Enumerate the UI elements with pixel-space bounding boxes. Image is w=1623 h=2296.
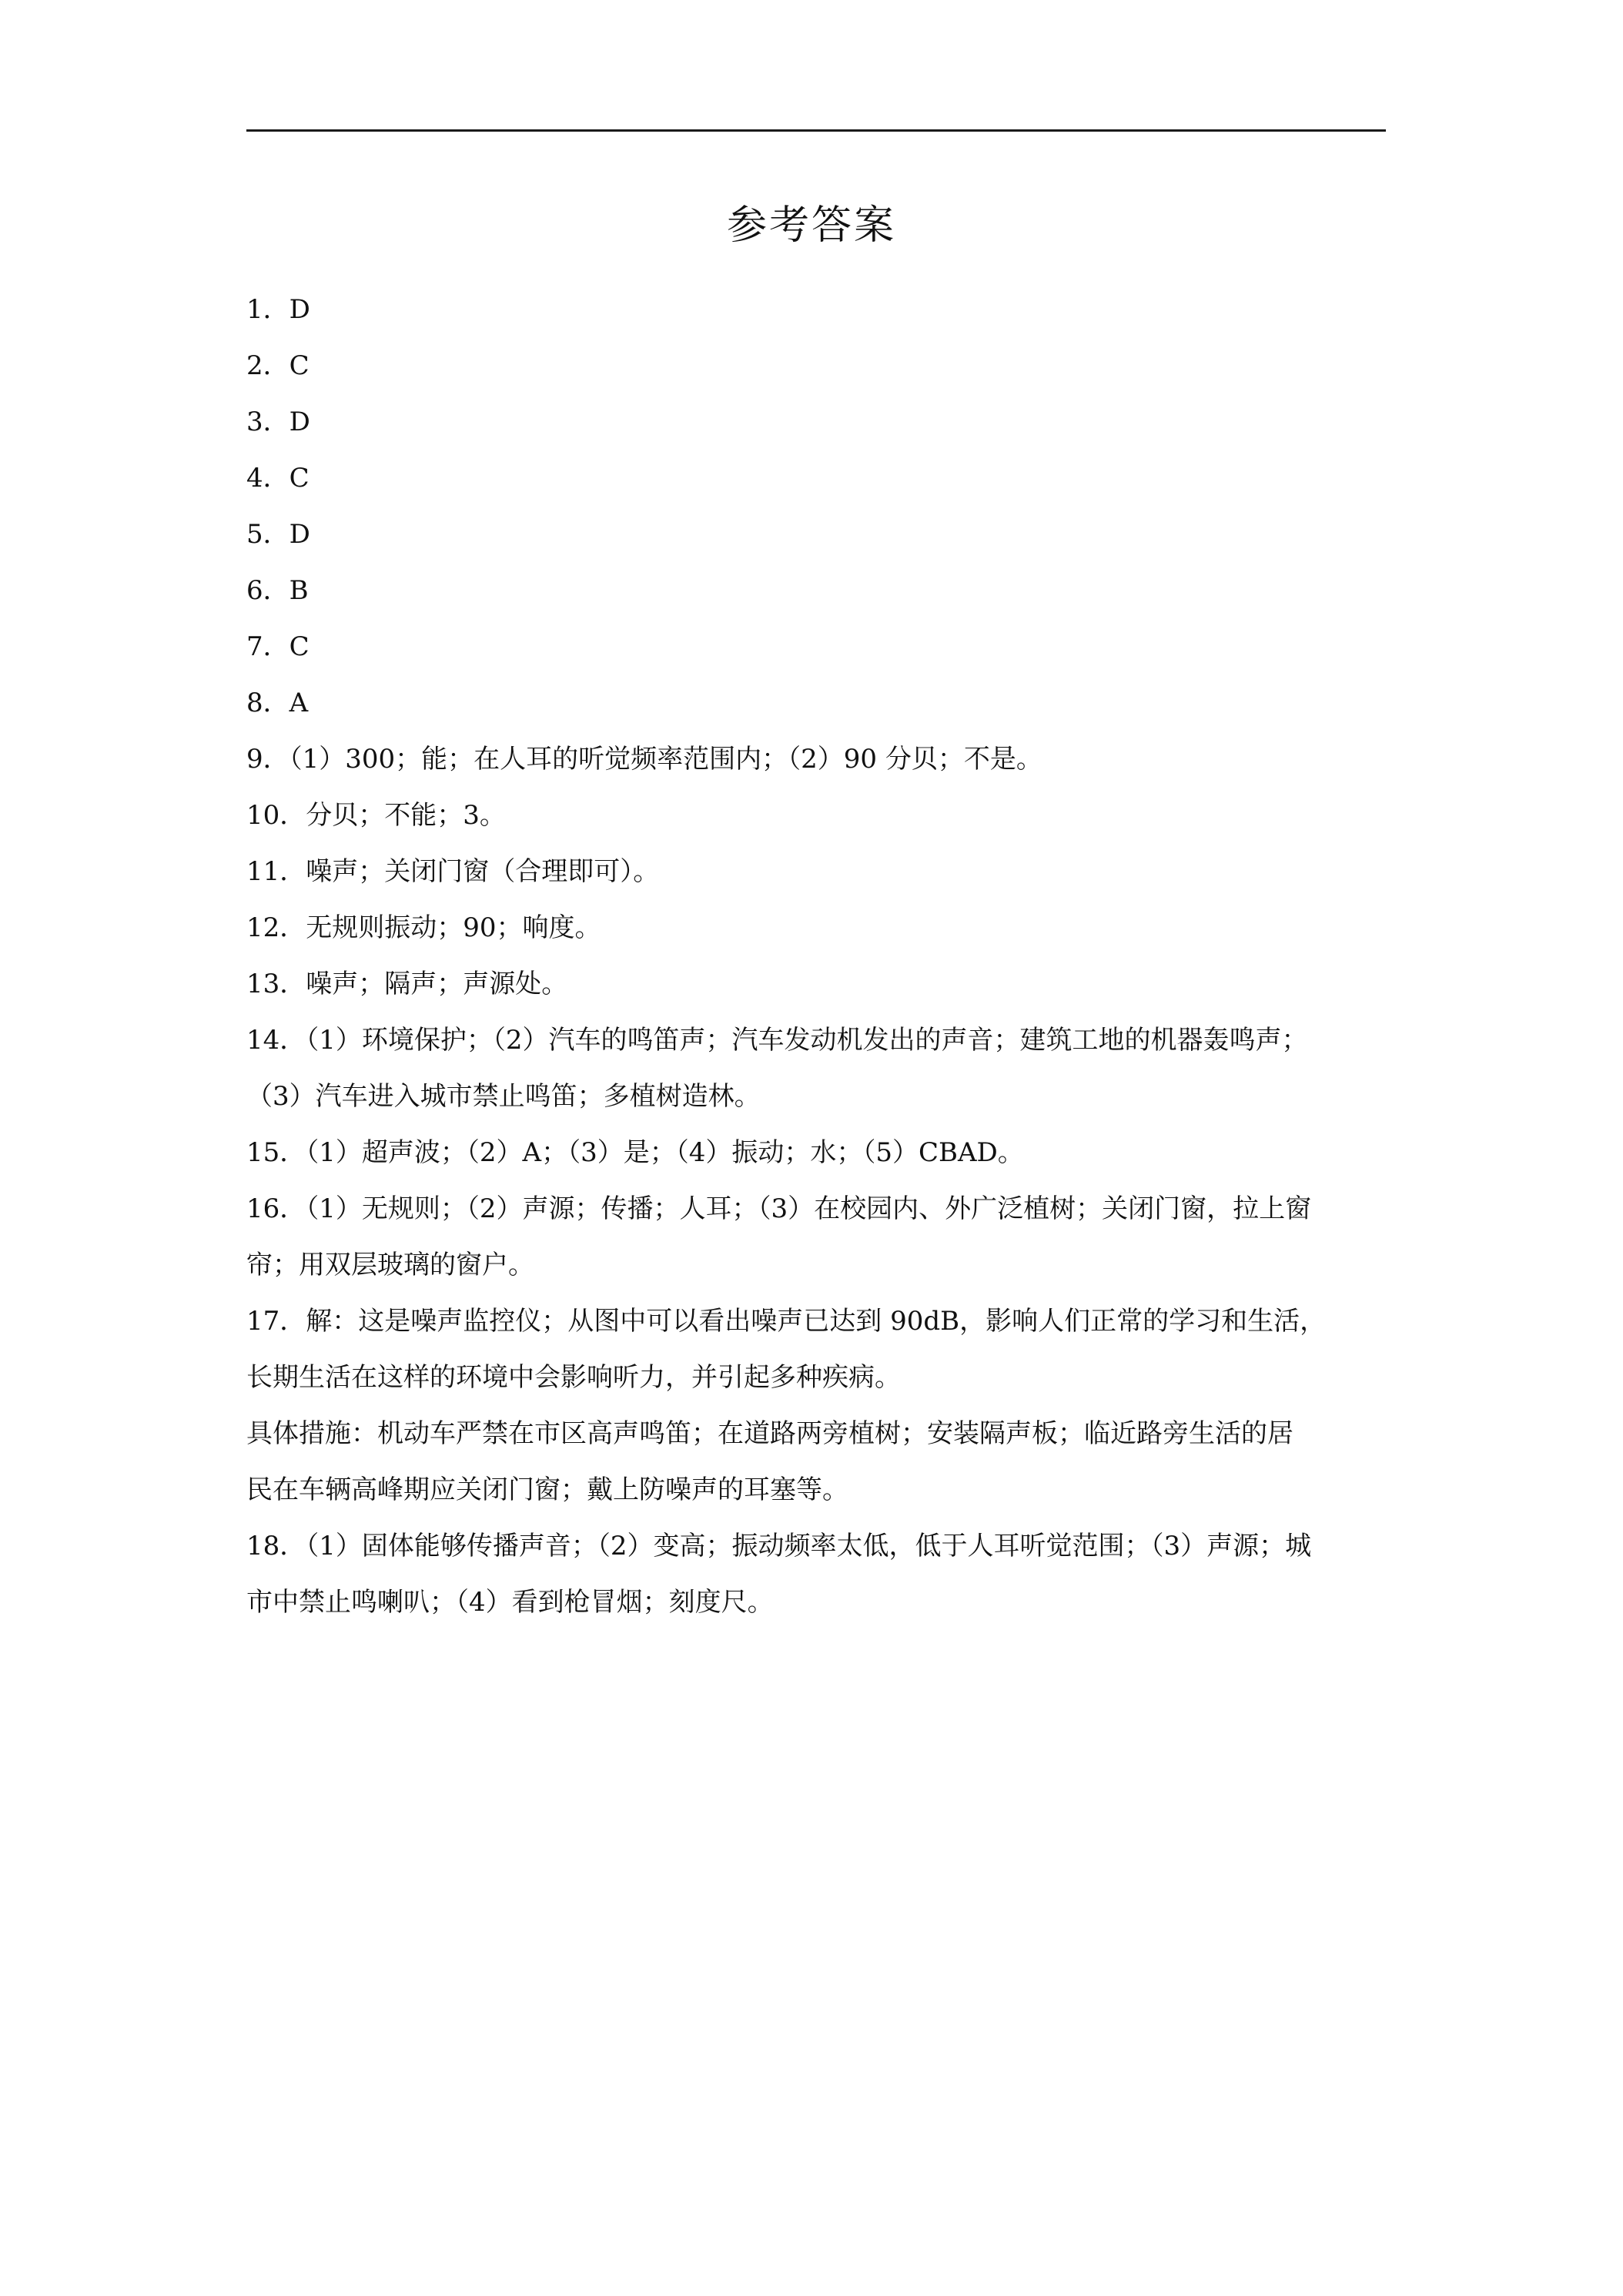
page-title: 参考答案 bbox=[726, 202, 896, 249]
answer-line-17b: 长期生活在这样的环境中会影响听力，并引起多种疾病。 bbox=[246, 1362, 901, 1393]
answer-line-3: 3．D bbox=[246, 407, 310, 437]
answer-line-4: 4．C bbox=[246, 463, 310, 494]
answer-line-15: 15．（1）超声波；（2）A；（3）是；（4）振动；水；（5）CBAD。 bbox=[246, 1137, 1024, 1168]
header-rule bbox=[246, 129, 1386, 132]
answer-line-8: 8．A bbox=[246, 688, 309, 718]
answer-line-18b: 市中禁止鸣喇叭；（4）看到枪冒烟；刻度尺。 bbox=[246, 1587, 774, 1618]
answer-line-5: 5．D bbox=[246, 519, 310, 550]
answer-line-16a: 16．（1）无规则；（2）声源；传播；人耳；（3）在校园内、外广泛植树；关闭门窗，拉上窗 bbox=[246, 1193, 1312, 1224]
answer-line-12: 12．无规则振动；90；响度。 bbox=[246, 912, 601, 943]
answer-line-6: 6．B bbox=[246, 575, 309, 606]
answer-list bbox=[246, 282, 1394, 1631]
answer-line-16b: 帘；用双层玻璃的窗户。 bbox=[246, 1250, 534, 1280]
answer-line-2: 2．C bbox=[246, 350, 310, 381]
answer-line-9: 9．（1）300；能；在人耳的听觉频率范围内；（2）90 分贝；不是。 bbox=[246, 744, 1042, 775]
answer-line-14b: （3）汽车进入城市禁止鸣笛；多植树造林。 bbox=[246, 1081, 761, 1112]
answer-line-10: 10．分贝；不能；3。 bbox=[246, 800, 506, 831]
answer-line-17d: 民在车辆高峰期应关闭门窗；戴上防噪声的耳塞等。 bbox=[246, 1474, 848, 1505]
answer-line-17a: 17．解：这是噪声监控仪；从图中可以看出噪声已达到 90dB，影响人们正常的学习和生活， bbox=[246, 1306, 1327, 1337]
answer-line-18a: 18．（1）固体能够传播声音；（2）变高；振动频率太低，低于人耳听觉范围；（3）声源；城 bbox=[246, 1531, 1312, 1561]
answer-line-1: 1．D bbox=[246, 294, 310, 325]
answer-line-17c: 具体措施：机动车严禁在市区高声鸣笛；在道路两旁植树；安装隔声板；临近路旁生活的居 bbox=[246, 1418, 1293, 1449]
answer-line-13: 13．噪声；隔声；声源处。 bbox=[246, 969, 568, 999]
answer-line-11: 11．噪声；关闭门窗（合理即可）。 bbox=[246, 856, 660, 887]
answer-line-14a: 14．（1）环境保护；（2）汽车的鸣笛声；汽车发动机发出的声音；建筑工地的机器轰鸣声； bbox=[246, 1025, 1308, 1056]
answer-line-7: 7．C bbox=[246, 631, 310, 662]
